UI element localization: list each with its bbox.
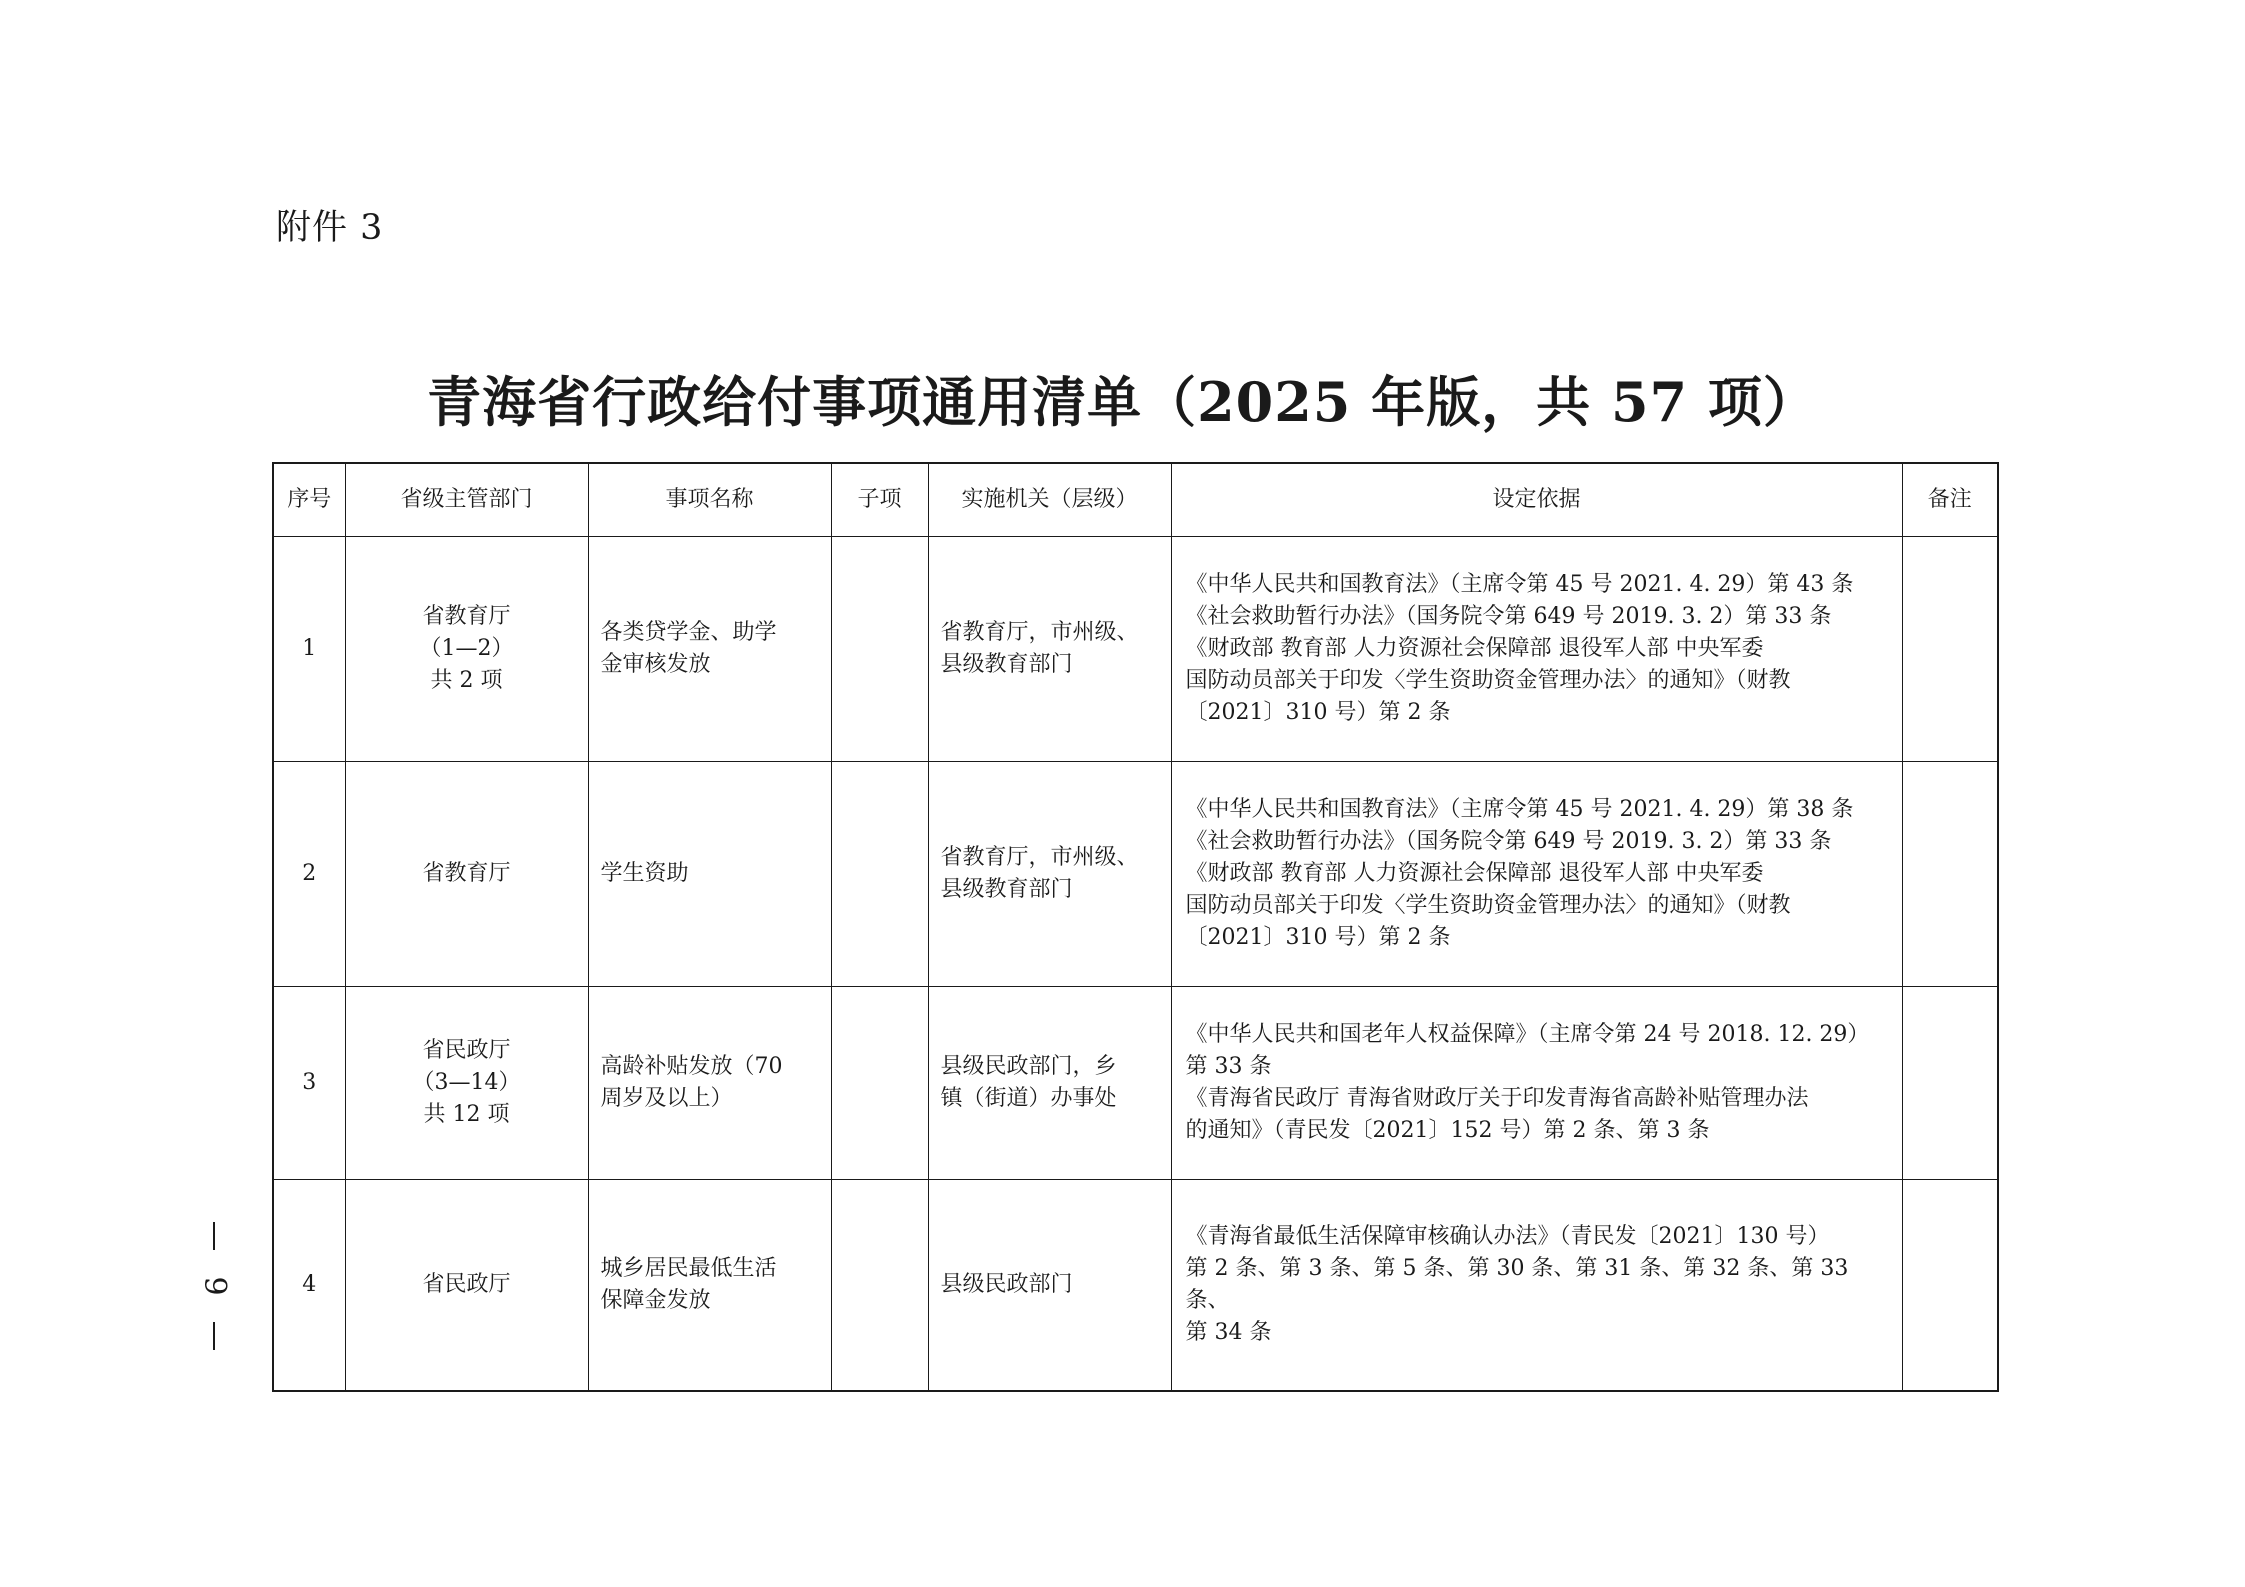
header-note: 备注	[1902, 463, 1998, 537]
basis-line: 的通知》（青民发〔2021〕152 号）第 2 条、第 3 条	[1185, 1118, 1710, 1143]
item-line: 学生资助	[600, 861, 689, 886]
cell-agency	[928, 1180, 1171, 1392]
item-line: 高龄补贴发放（70	[600, 1054, 783, 1079]
basis-line: 《社会救助暂行办法》（国务院令第 649 号 2019. 3. 2）第 33 条	[1185, 829, 1832, 854]
cell-agency	[928, 762, 1171, 987]
cell-dept	[345, 1180, 588, 1392]
basis-line: 第 33 条	[1185, 1054, 1272, 1079]
cell-seq: 2	[273, 762, 345, 987]
agency-line: 县级教育部门	[940, 652, 1073, 677]
basis-line: 第 34 条	[1185, 1320, 1272, 1345]
cell-seq: 3	[273, 987, 345, 1180]
cell-item	[588, 762, 831, 987]
table-row	[273, 1180, 1998, 1392]
cell-sub	[831, 987, 928, 1180]
agency-line: 省教育厅，市州级、	[940, 620, 1139, 645]
basis-line: 〔2021〕310 号）第 2 条	[1185, 925, 1451, 950]
basis-line: 〔2021〕310 号）第 2 条	[1185, 700, 1451, 725]
agency-line: 县级民政部门，乡	[940, 1054, 1117, 1079]
cell-item	[588, 537, 831, 762]
cell-basis	[1171, 762, 1902, 987]
dept-line: 共 12 项	[423, 1102, 510, 1127]
table-row	[273, 762, 1998, 987]
basis-line: 《财政部 教育部 人力资源社会保障部 退役军人部 中央军委	[1185, 861, 1764, 886]
header-item: 事项名称	[588, 463, 831, 537]
cell-note	[1902, 762, 1998, 987]
item-line: 保障金发放	[600, 1288, 711, 1313]
dept-line: 省教育厅	[422, 604, 511, 629]
cell-note	[1902, 987, 1998, 1180]
table-header-row	[273, 463, 1998, 537]
basis-line: 《青海省民政厅 青海省财政厅关于印发青海省高龄补贴管理办法	[1185, 1086, 1809, 1111]
header-basis: 设定依据	[1171, 463, 1902, 537]
dept-line: （3—14）	[412, 1070, 521, 1095]
cell-agency	[928, 987, 1171, 1180]
document-title: 青海省行政给付事项通用清单（2025 年版，共 57 项）	[427, 370, 1818, 434]
basis-line: 《中华人民共和国教育法》（主席令第 45 号 2021. 4. 29）第 38 条	[1185, 797, 1854, 822]
header-sub: 子项	[831, 463, 928, 537]
agency-line: 省教育厅，市州级、	[940, 845, 1139, 870]
cell-seq: 1	[273, 537, 345, 762]
cell-dept	[345, 987, 588, 1180]
basis-line: 《中华人民共和国教育法》（主席令第 45 号 2021. 4. 29）第 43 条	[1185, 572, 1854, 597]
header-dept: 省级主管部门	[345, 463, 588, 537]
page-number	[198, 1222, 230, 1350]
header-agency: 实施机关（层级）	[928, 463, 1171, 537]
cell-sub	[831, 1180, 928, 1392]
cell-seq: 4	[273, 1180, 345, 1392]
agency-line: 镇（街道）办事处	[940, 1086, 1117, 1111]
cell-sub	[831, 762, 928, 987]
item-line: 金审核发放	[600, 652, 711, 677]
basis-line: 《青海省最低生活保障审核确认办法》（青民发〔2021〕130 号）	[1185, 1224, 1830, 1249]
cell-dept	[345, 537, 588, 762]
dept-line: 共 2 项	[430, 668, 503, 693]
attachment-label: 附件 3	[276, 208, 384, 248]
dept-line: 省教育厅	[422, 861, 511, 886]
header-seq: 序号	[273, 463, 345, 537]
basis-line: 《社会救助暂行办法》（国务院令第 649 号 2019. 3. 2）第 33 条	[1185, 604, 1832, 629]
basis-line: 国防动员部关于印发〈学生资助资金管理办法〉的通知》（财教	[1185, 893, 1791, 918]
cell-basis	[1171, 1180, 1902, 1392]
basis-line: 国防动员部关于印发〈学生资助资金管理办法〉的通知》（财教	[1185, 668, 1791, 693]
table-row	[273, 987, 1998, 1180]
page-number-dash-top	[213, 1222, 215, 1250]
cell-note	[1902, 537, 1998, 762]
item-line: 周岁及以上）	[600, 1086, 733, 1111]
item-line: 各类贷学金、助学	[600, 620, 777, 645]
basis-line: 第 2 条、第 3 条、第 5 条、第 30 条、第 31 条、第 32 条、第 33 条、	[1185, 1256, 1849, 1313]
dept-line: 省民政厅	[422, 1038, 511, 1063]
agency-line: 县级民政部门	[940, 1272, 1073, 1297]
cell-sub	[831, 537, 928, 762]
dept-line: （1—2）	[419, 636, 514, 661]
table-row	[273, 537, 1998, 762]
matters-table	[272, 462, 1999, 1392]
cell-agency	[928, 537, 1171, 762]
agency-line: 县级教育部门	[940, 877, 1073, 902]
page-number-dash-bottom	[213, 1322, 215, 1350]
item-line: 城乡居民最低生活	[600, 1256, 777, 1281]
cell-item	[588, 1180, 831, 1392]
cell-basis	[1171, 537, 1902, 762]
page-number-value: 9	[197, 1276, 232, 1296]
basis-line: 《财政部 教育部 人力资源社会保障部 退役军人部 中央军委	[1185, 636, 1764, 661]
cell-dept	[345, 762, 588, 987]
cell-note	[1902, 1180, 1998, 1392]
cell-basis	[1171, 987, 1902, 1180]
dept-line: 省民政厅	[422, 1272, 511, 1297]
basis-line: 《中华人民共和国老年人权益保障》（主席令第 24 号 2018. 12. 29）	[1185, 1022, 1870, 1047]
cell-item	[588, 987, 831, 1180]
